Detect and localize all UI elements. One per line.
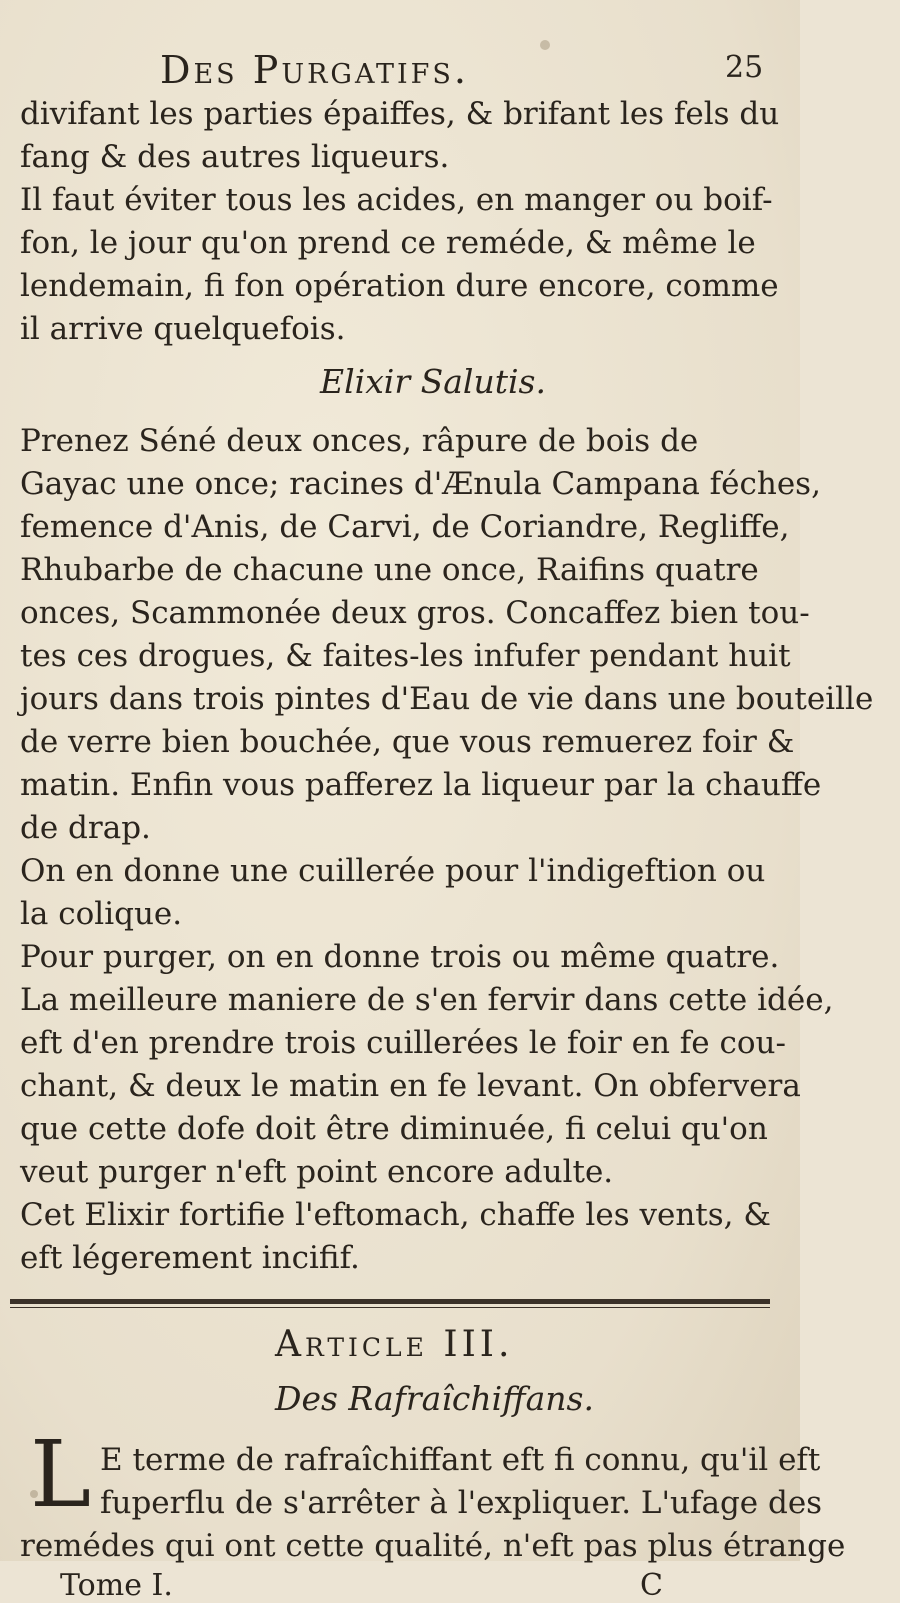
text-line: Cet Elixir fortifie l'eftomach, chaffe les vents, & (20, 1197, 771, 1233)
text-line: Prenez Séné deux onces, râpure de bois de (20, 423, 699, 459)
article-title: Des Rafraîchiffans. (275, 1379, 594, 1418)
text-line: fang & des autres liqueurs. (20, 139, 450, 175)
text-line: fon, le jour qu'on prend ce reméde, & même le (20, 225, 756, 261)
text-line: onces, Scammonée deux gros. Concaffez bien tou- (20, 595, 810, 631)
text-line: femence d'Anis, de Carvi, de Coriandre, Regliffe, (20, 509, 790, 545)
text-line: On en donne une cuillerée pour l'indigeftion ou (20, 853, 766, 889)
text-line: eft d'en prendre trois cuillerées le foir en fe cou- (20, 1025, 786, 1061)
text-line: il arrive quelquefois. (20, 311, 346, 347)
text-line: lendemain, fi fon opération dure encore, comme (20, 268, 779, 304)
text-line: divifant les parties épaiffes, & brifant les fels du (20, 96, 780, 132)
text-line: remédes qui ont cette qualité, n'eft pas plus étrange (20, 1528, 846, 1564)
volume-signature: Tome I. (60, 1568, 173, 1603)
text-line: que cette dofe doit être diminuée, fi celui qu'on (20, 1111, 768, 1147)
running-title: Des Purgatifs. (160, 48, 469, 92)
text-line: chant, & deux le matin en fe levant. On obfervera (20, 1068, 801, 1104)
text-line: Pour purger, on en donne trois ou même quatre. (20, 939, 780, 975)
text-line: veut purger n'eft point encore adulte. (20, 1154, 614, 1190)
text-line: tes ces drogues, & faites-les infufer pendant huit (20, 638, 791, 674)
text-line: La meilleure maniere de s'en fervir dans cette idée, (20, 982, 834, 1018)
text-line: la colique. (20, 896, 183, 932)
text-line: fuperflu de s'arrêter à l'expliquer. L'ufage des (100, 1485, 823, 1521)
article-heading: Article III. (275, 1324, 514, 1365)
text-line: eft légerement incifif. (20, 1240, 360, 1276)
text-line: de drap. (20, 810, 151, 846)
page-number: 25 (725, 50, 764, 85)
text-line: matin. Enfin vous pafferez la liqueur par la chauffe (20, 767, 822, 803)
text-line: de verre bien bouchée, que vous remuerez foir & (20, 724, 795, 760)
text-line: E terme de rafraîchiffant eft fi connu, qu'il eft (100, 1442, 821, 1478)
section-rule (10, 1299, 770, 1304)
signature-mark: C (640, 1568, 663, 1603)
text-line: Il faut éviter tous les acides, en manger ou boif- (20, 182, 773, 218)
text-line: Gayac une once; racines d'Ænula Campana féches, (20, 466, 821, 502)
section-rule-thin (10, 1307, 770, 1308)
drop-cap: L (30, 1421, 92, 1528)
recipe-title: Elixir Salutis. (320, 362, 546, 401)
text-line: jours dans trois pintes d'Eau de vie dans une bouteille (20, 681, 874, 717)
text-line: Rhubarbe de chacune une once, Raifins quatre (20, 552, 759, 588)
page-header (0, 48, 800, 98)
